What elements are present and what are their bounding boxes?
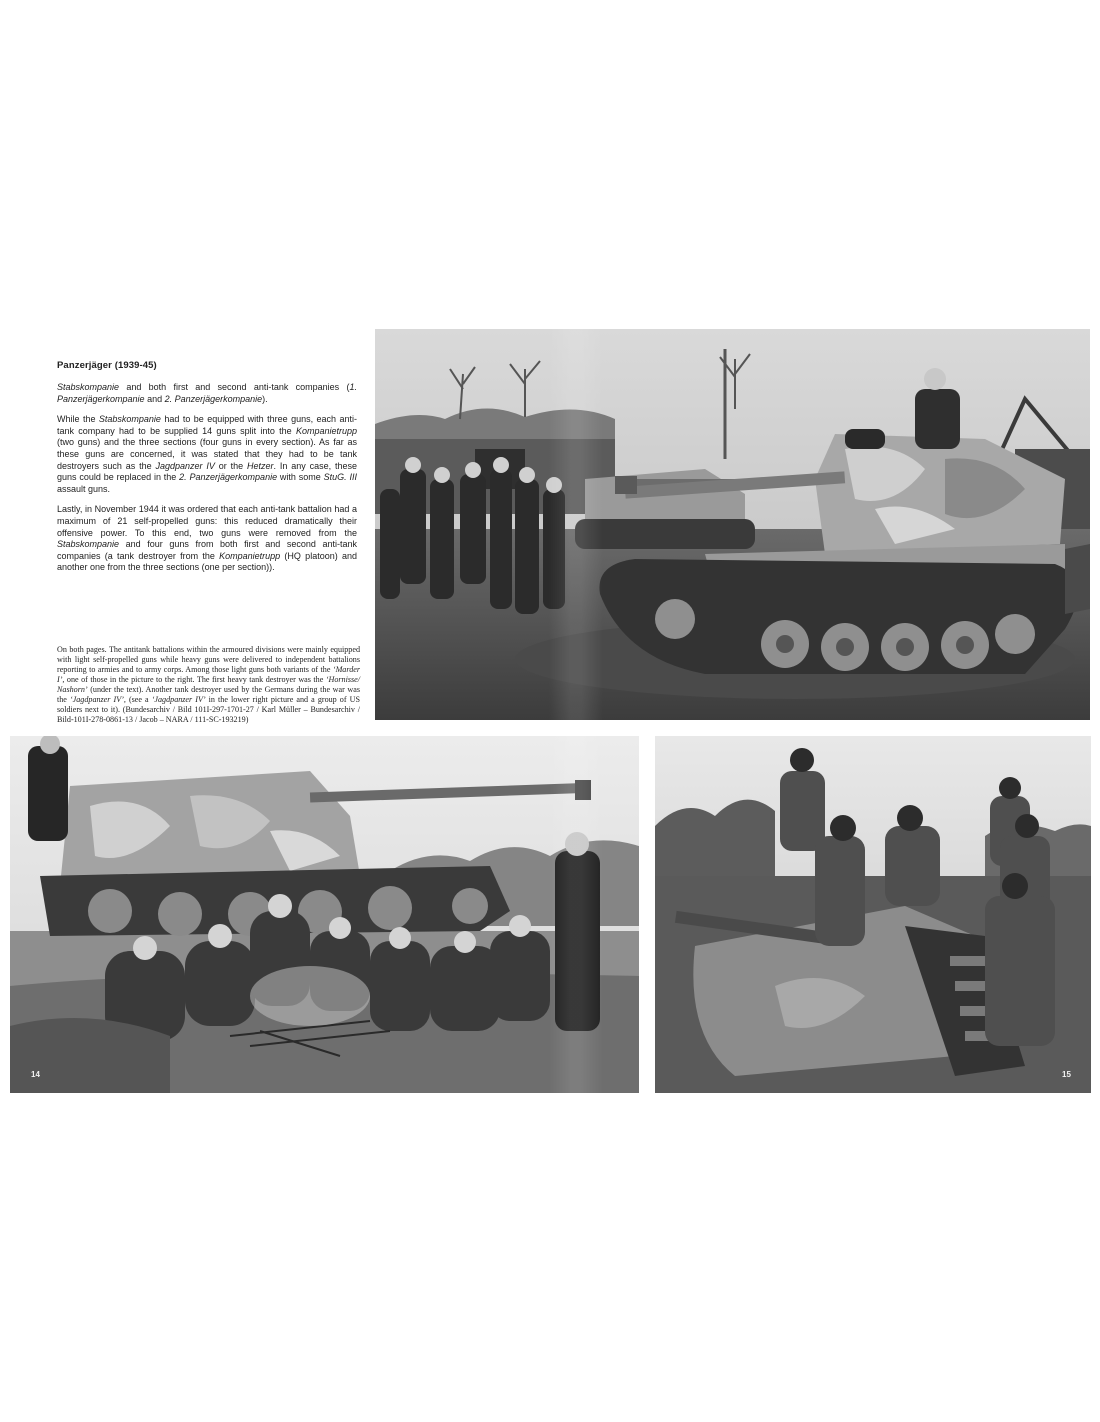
body-text (57, 382, 357, 583)
photo-caption: On both pages. The antitank battalions within the armoured divisions were mainly equipped with light self-propelled guns while heavy guns were delivered to independent battalions reporting to armies and to army corps. Among those light guns both variants of the ‘Marder I’, one of those in the picture to the right. The first heavy tank destroyer was the ‘Hornisse/ Nashorn’ (under the text). Another tank destroyer used by the Germans during the war was the ‘Jagdpanzer IV’, (see a ‘Jagdpanzer IV’ in the lower right picture and a group of US soldiers next to it). (Bundesarchiv / Bild 101I-297-1701-27 / Karl Müller – Bundesarchiv / Bild-101I-278-0861-13 / Jacob – NARA / 111-SC-193219) (57, 645, 360, 724)
photo-nashorn-soldiers (10, 736, 639, 1093)
paragraph: Lastly, in November 1944 it was ordered that each anti-tank battalion had a maximum of 21 self-propelled guns: this reduced dramatically their offensive power. To this end, two guns were removed from the Stabskompanie and four guns from both first and second anti-tank companies (a tank destroyer from the Kompanietrupp (HQ platoon) and another one from the three sections (one per section)). (57, 504, 357, 573)
running-head: Panzerjäger (1939-45) (57, 360, 157, 371)
photo-jagdpanzer-us-soldiers (655, 736, 1091, 1093)
paragraph: Stabskompanie and both first and second anti-tank companies (1. Panzerjägerkompanie and 2. Panzerjägerkompanie). (57, 382, 357, 404)
page-number-right: 15 (1062, 1070, 1071, 1079)
paragraph: While the Stabskompanie had to be equipped with three guns, each anti-tank company had to be supplied 14 guns split into the Kompanietrupp (two guns) and the three sections (four guns in every section). As far as these guns are concerned, it was stated that they had to be tank destroyers such as the Jagdpanzer IV or the Hetzer. In any case, these guns could be replaced in the 2. Panzerjägerkompanie with some StuG. III assault guns. (57, 414, 358, 494)
photo-marder-tank-destroyer (375, 329, 1090, 720)
page-number-left: 14 (31, 1070, 40, 1079)
